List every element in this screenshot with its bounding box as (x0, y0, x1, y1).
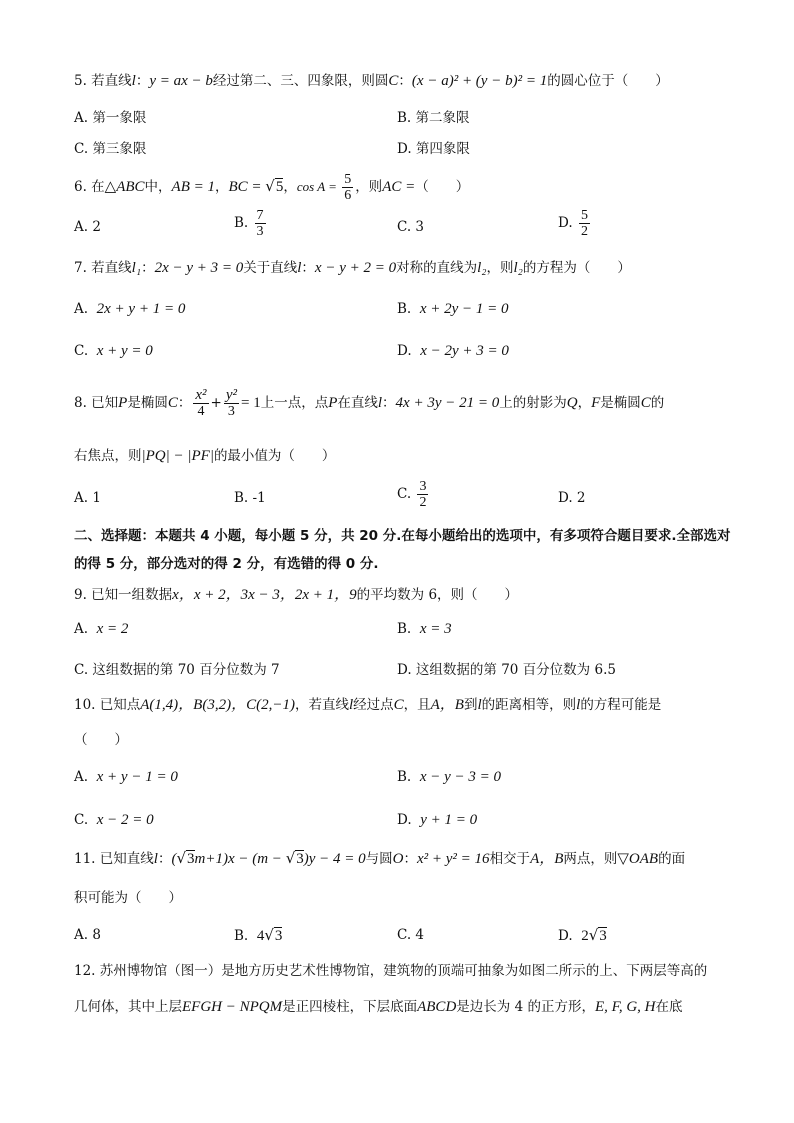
option-equation: x = 3 (419, 621, 452, 637)
q11-stem-line2: 积可能为（ ） (74, 890, 182, 906)
q8-text: 的 (650, 395, 665, 411)
q10-text: 10. 已知点 (74, 697, 141, 713)
q8-option-c-fraction (417, 479, 428, 510)
q5-text: 经过第二、三、四象限，则圆 (212, 73, 389, 89)
q8-f: F (591, 395, 601, 411)
option-label: B. (234, 215, 249, 231)
q6-text: 6. 在 (74, 179, 105, 195)
q7-option-a[interactable] (74, 299, 185, 319)
q11-o: O (392, 851, 404, 867)
q12-stem-line1: 12. 苏州博物馆（图一）是地方历史艺术性博物馆，建筑物的顶端可抽象为如图二所示的上、下两层等高的 (74, 963, 708, 979)
option-label: C. (74, 812, 89, 828)
fraction-denominator: 2 (419, 495, 427, 510)
q7-text: 的方程为（ ） (522, 260, 631, 276)
q11-colon: ： (403, 851, 417, 867)
q7-eq2: x − y + 2 = 0 (314, 260, 397, 276)
q8-colon: ： (177, 395, 192, 411)
q12-text: 是边长为 4 的正方形， (456, 999, 595, 1015)
fraction-numerator: 5 (344, 172, 352, 187)
q6-bc: BC = (228, 179, 266, 195)
q10-text: 的距离相等，则 (481, 697, 577, 713)
q5-text: 的圆心位于（ ） (547, 73, 669, 89)
q6-bc-radicand: 5 (275, 179, 284, 195)
q7-colon: ： (301, 260, 315, 276)
q12-text: 几何体，其中上层 (74, 999, 182, 1015)
q8-text: 是椭圆 (600, 395, 641, 411)
q7-text: 对称的直线为 (396, 260, 478, 276)
option-equation: y + 1 = 0 (420, 812, 478, 828)
q8-colon: ： (382, 395, 396, 411)
q12-points: E, F, G, H (594, 999, 656, 1015)
q9-option-c[interactable]: C. 这组数据的第 70 百分位数为 7 (74, 662, 280, 678)
q11-stem-line1 (74, 848, 734, 869)
q11-triangle: ▽OAB (617, 851, 659, 867)
sqrt-icon: √ (285, 849, 296, 867)
q8-option-b[interactable]: B. -1 (234, 490, 266, 506)
sqrt-icon: √ (588, 926, 599, 944)
option-equation: x = 2 (96, 621, 129, 637)
q10-option-a[interactable] (74, 767, 178, 787)
q6-option-d-fraction (579, 208, 590, 239)
q5-option-d[interactable]: D. 第四象限 (397, 141, 470, 157)
q10-text: 到 (463, 697, 478, 713)
q8-c: C (640, 395, 651, 411)
q8-expression: |PQ| − |PF| (141, 448, 214, 464)
q9-data: x，x + 2，3x − 3，2x + 1，9 (172, 587, 357, 603)
q9-option-d[interactable]: D. 这组数据的第 70 百分位数为 6.5 (397, 662, 616, 678)
q8-p: P (118, 395, 128, 411)
q5-circle-name: C (388, 73, 399, 89)
q10-ab: A，B (430, 697, 464, 713)
q6-ac: AC = (382, 179, 416, 195)
q7-l: l (297, 260, 302, 276)
q10-text: ，且 (403, 697, 431, 713)
q8-text: 的最小值为（ ） (213, 448, 336, 464)
q5-option-c[interactable]: C. 第三象限 (74, 141, 147, 157)
fraction-denominator: 2 (580, 224, 588, 239)
q6-option-d[interactable] (558, 208, 592, 239)
q11-text: 两点，则 (563, 851, 618, 867)
q8-line-eq: 4x + 3y − 21 = 0 (395, 395, 500, 411)
option-radicand: 3 (599, 928, 607, 944)
q5-colon: ： (398, 73, 412, 89)
q7-text: 关于直线 (243, 260, 298, 276)
q8-eq: = 1 (240, 395, 261, 411)
q8-stem-line1 (74, 385, 734, 421)
option-coefficient: 2 (581, 928, 589, 944)
q10-stem-line2: （ ） (74, 732, 128, 748)
q12-solid: EFGH − NPQM (182, 999, 283, 1015)
q6-sep: ， (283, 179, 297, 195)
q8-text: 上的射影为 (499, 395, 567, 411)
q7-stem (74, 258, 734, 278)
q11-option-c[interactable]: C. 4 (397, 927, 425, 943)
option-label: D. (558, 928, 573, 944)
q6-option-b[interactable] (234, 208, 268, 239)
q6-cos-fraction (342, 172, 353, 203)
q5-text: 5. 若直线 (74, 73, 132, 89)
q8-text: 上一点，点 (260, 395, 329, 411)
q11-text: 相交于 (489, 851, 531, 867)
q8-option-a[interactable]: A. 1 (74, 490, 101, 506)
q10-l: l (477, 697, 482, 713)
option-label: A. (74, 301, 89, 317)
sqrt-icon: √ (176, 849, 186, 867)
q11-l: l (153, 851, 158, 867)
q10-option-d[interactable] (397, 810, 477, 830)
sqrt-icon: √ (264, 926, 274, 944)
q10-points: A(1,4)，B(3,2)，C(2,−1) (140, 697, 295, 713)
option-label: C. (397, 486, 412, 502)
q9-option-a[interactable] (74, 619, 128, 639)
q10-c: C (393, 697, 404, 713)
q7-option-b[interactable] (397, 299, 509, 319)
fraction-denominator: 3 (256, 224, 264, 239)
q6-stem (74, 172, 734, 203)
q11-circle-eq: x² + y² = 16 (417, 851, 490, 867)
q7-option-c[interactable] (74, 341, 153, 361)
q6-sep: ， (215, 179, 229, 195)
fraction-denominator: 6 (344, 188, 352, 203)
q7-text: ，则 (486, 260, 514, 276)
q8-q: Q (566, 395, 578, 411)
q10-text: ，若直线 (294, 697, 349, 713)
q8-y-fraction (224, 388, 239, 419)
q8-p: P (328, 395, 338, 411)
q5-option-a[interactable]: A. 第一象限 (74, 110, 147, 126)
q8-text: 是椭圆 (127, 395, 168, 411)
q10-stem-line1 (74, 695, 734, 715)
q7-l2: l₂ (513, 260, 523, 276)
q8-text: 右焦点，则 (74, 448, 142, 464)
option-label: A. (74, 769, 89, 785)
option-label: D. (558, 215, 573, 231)
q6-option-b-fraction (255, 208, 266, 239)
q11-radicand: 3 (187, 851, 195, 867)
option-equation: x + 2y − 1 = 0 (419, 301, 509, 317)
q8-option-d[interactable]: D. 2 (558, 490, 586, 506)
q11-eq-part: ( (171, 851, 177, 867)
q5-line-equation: y = ax − b (149, 73, 213, 89)
sqrt-icon: √ (265, 177, 275, 195)
option-label: D. (397, 343, 412, 359)
q9-text: 的平均数为 6，则（ ） (356, 587, 519, 603)
option-label: A. (74, 621, 89, 637)
q8-text: ， (577, 395, 592, 411)
fraction-numerator: 3 (419, 479, 427, 494)
q11-option-a[interactable]: A. 8 (74, 927, 101, 943)
q11-colon: ： (157, 851, 172, 867)
option-equation: x + y − 1 = 0 (96, 769, 178, 785)
q5-colon: ： (135, 73, 150, 89)
q9-stem (74, 585, 734, 605)
q8-text: 在直线 (337, 395, 378, 411)
q10-option-b[interactable] (397, 767, 501, 787)
q11-option-d[interactable] (558, 925, 607, 946)
q10-text: 的方程可能是 (580, 697, 662, 713)
q6-cos: cos A = (296, 179, 341, 194)
q11-text: 与圆 (365, 851, 393, 867)
q9-option-b[interactable] (397, 619, 452, 639)
q10-text: 经过点 (353, 697, 394, 713)
q6-text: 中， (144, 179, 172, 195)
q8-plus: + (210, 395, 222, 411)
q11-eq-part: m+1)x − (m − (194, 851, 286, 867)
q12-base: ABCD (417, 999, 457, 1015)
q5-line-name: l (131, 73, 136, 89)
q5-stem (74, 71, 734, 91)
q9-text: 9. 已知一组数据 (74, 587, 173, 603)
option-label: D. (397, 812, 412, 828)
option-coefficient: 4 (256, 928, 265, 944)
fraction-numerator: y² (225, 387, 237, 403)
q11-eq-part: )y − 4 = 0 (303, 851, 366, 867)
q7-text: 7. 若直线 (74, 260, 132, 276)
q8-stem-line2 (74, 446, 734, 466)
q12-text: 是正四棱柱，下层底面 (282, 999, 418, 1015)
q5-circle-equation: (x − a)² + (y − b)² = 1 (411, 73, 548, 89)
q6-option-a[interactable]: A. 2 (74, 219, 101, 235)
q6-ab: AB = 1 (171, 179, 215, 195)
q7-colon: ： (141, 260, 155, 276)
q8-text: 8. 已知 (74, 395, 119, 411)
option-label: B. (397, 301, 412, 317)
q8-c: C (167, 395, 178, 411)
option-equation: x − y − 3 = 0 (419, 769, 501, 785)
option-radicand: 3 (274, 928, 283, 944)
fraction-numerator: x² (195, 387, 207, 403)
q11-text: 的面 (658, 851, 686, 867)
q11-radicand: 3 (296, 851, 304, 867)
q6-text: （ ） (415, 179, 470, 195)
option-equation: x + y = 0 (96, 343, 153, 359)
fraction-numerator: 5 (580, 208, 588, 223)
q11-ab: A，B (530, 851, 564, 867)
q10-l: l (348, 697, 354, 713)
q6-option-c[interactable]: C. 3 (397, 219, 425, 235)
q11-option-b[interactable] (234, 925, 282, 946)
q7-l2: l₂ (477, 260, 487, 276)
q12-stem-line2 (74, 997, 734, 1017)
q10-option-c[interactable] (74, 810, 154, 830)
q7-option-d[interactable] (397, 341, 509, 361)
option-label: B. (234, 928, 249, 944)
fraction-denominator: 4 (197, 404, 205, 419)
q8-x-fraction (193, 388, 208, 419)
option-equation: x − 2y + 3 = 0 (420, 343, 509, 359)
q7-l1: l₁ (131, 260, 142, 276)
q12-text: 在底 (655, 999, 683, 1015)
q5-option-b[interactable]: B. 第二象限 (397, 110, 470, 126)
fraction-numerator: 7 (256, 208, 264, 223)
option-label: B. (397, 769, 412, 785)
option-equation: x − 2 = 0 (96, 812, 154, 828)
q6-text: ，则 (355, 179, 383, 195)
fraction-denominator: 3 (227, 404, 235, 419)
section-heading: 二、选择题：本题共 4 小题，每小题 5 分，共 20 分.在每小题给出的选项中，有多项符合题目要求.全部选对的得 5 分，部分选对的得 2 分，有选错的得 0 分. (74, 528, 731, 572)
q6-triangle: △ABC (104, 179, 145, 195)
option-label: C. (74, 343, 89, 359)
q7-eq1: 2x − y + 3 = 0 (154, 260, 244, 276)
q8-l: l (377, 395, 383, 411)
q10-l: l (576, 697, 581, 713)
option-label: B. (397, 621, 412, 637)
option-equation: 2x + y + 1 = 0 (96, 301, 186, 317)
q8-option-c[interactable] (397, 479, 430, 510)
q11-text: 11. 已知直线 (74, 851, 154, 867)
